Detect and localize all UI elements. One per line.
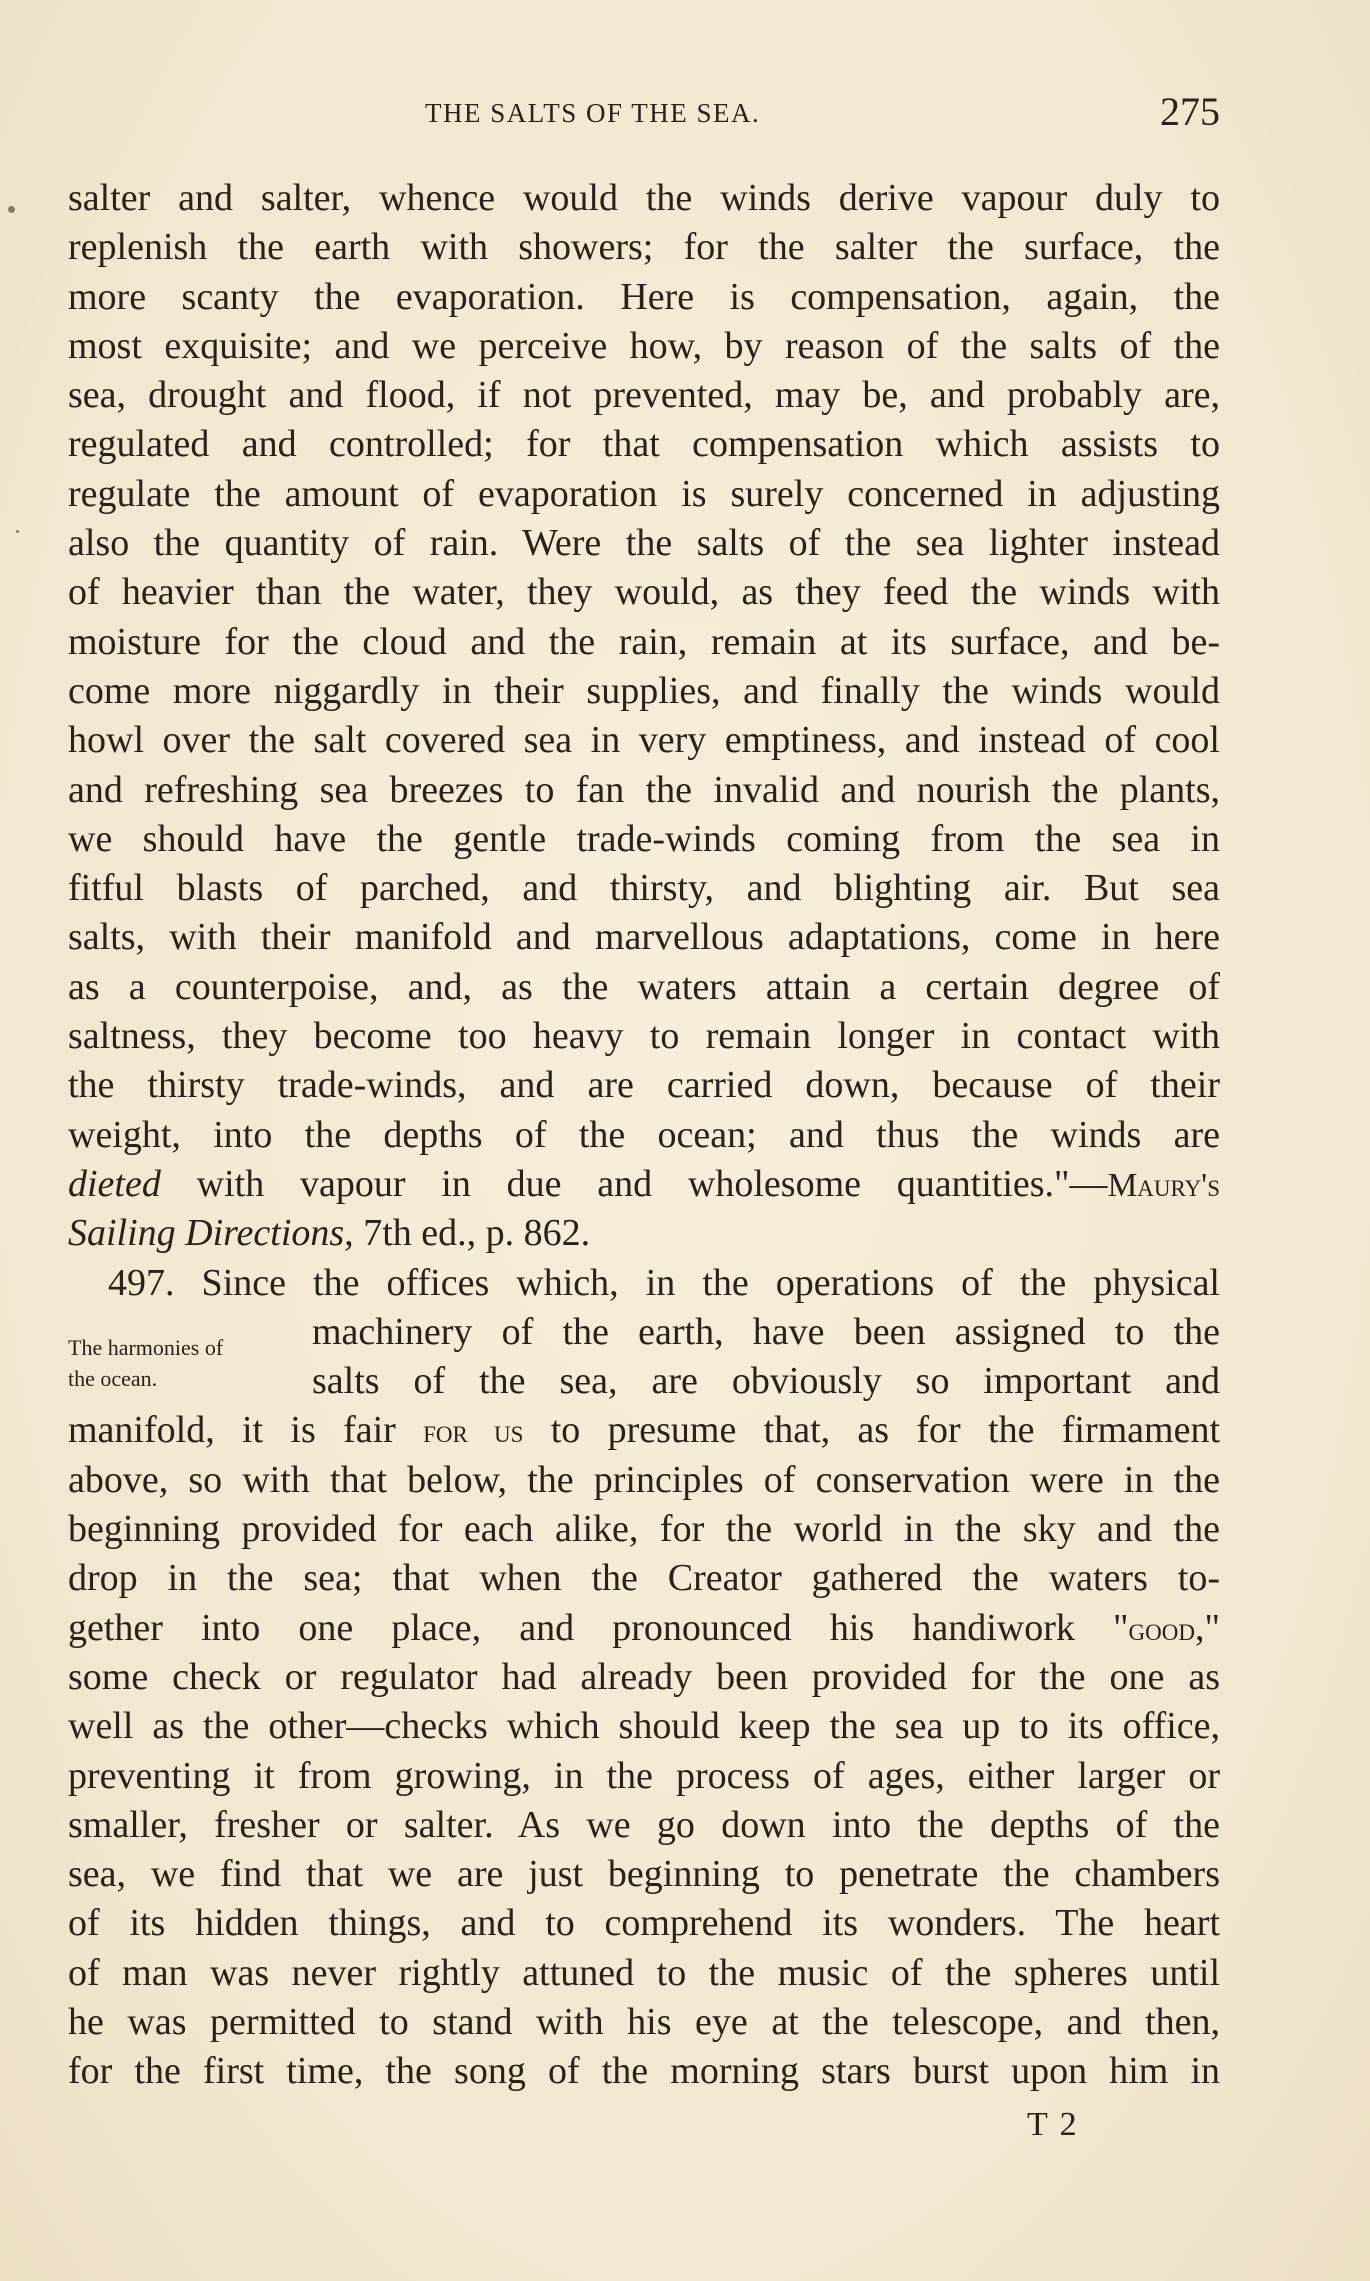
text-line: some check or regulator had already been provided for the one as — [68, 1655, 1220, 1698]
text-line-source — [68, 1209, 1220, 1258]
marginal-note-line: the ocean. — [68, 1366, 158, 1391]
text-line: more scanty the evaporation. Here is compensation, again, the — [68, 275, 1220, 318]
small-caps-text: for us — [423, 1413, 524, 1451]
page-number: 275 — [1160, 89, 1220, 134]
text-line: regulate the amount of evaporation is surely concerned in adjusting — [68, 472, 1220, 515]
text-line: we should have the gentle trade-winds coming from the sea in — [68, 817, 1220, 860]
text-segment: gether into one place, and pronounced his handiwork " — [68, 1606, 1129, 1649]
text-line-citation — [68, 1160, 1220, 1209]
book-title: Sailing Directions, — [68, 1212, 354, 1255]
text-line: replenish the earth with showers; for the salter the surface, the — [68, 226, 1220, 269]
text-line: the thirsty trade-winds, and are carried down, because of their — [68, 1064, 1220, 1107]
paper-speck — [8, 206, 15, 213]
paragraph-497-start: 497. Since the offices which, in the operations of the physical — [108, 1261, 1220, 1304]
text-line: also the quantity of rain. Were the salts of the sea lighter instead — [68, 522, 1220, 565]
text-line: and refreshing sea breezes to fan the invalid and nourish the plants, — [68, 768, 1220, 811]
text-line: of heavier than the water, they would, as they feed the winds with — [68, 571, 1220, 614]
text-line: above, so with that below, the principles of conservation were in the — [68, 1458, 1220, 1501]
text-line: sea, we find that we are just beginning to penetrate the chambers — [68, 1853, 1220, 1896]
text-line: regulated and controlled; for that compensation which assists to — [68, 423, 1220, 466]
text-line: for the first time, the song of the morning stars burst upon him in — [68, 2050, 1220, 2093]
italic-dieted: dieted — [68, 1162, 161, 1205]
signature-mark: T 2 — [1027, 2106, 1079, 2143]
marginal-note — [68, 1332, 223, 1394]
running-head: THE SALTS OF THE SEA. — [425, 98, 761, 128]
text-line: moisture for the cloud and the rain, remain at its surface, and be- — [68, 620, 1220, 663]
text-segment: manifold, it is fair — [68, 1409, 424, 1452]
text-line: machinery of the earth, have been assigned to the — [312, 1310, 1220, 1353]
text-line: salts of the sea, are obviously so important and — [312, 1360, 1220, 1403]
text-line: come more niggardly in their supplies, and finally the winds would — [68, 669, 1220, 712]
marginal-note-line: The harmonies of — [68, 1335, 224, 1360]
edition-text: 7th ed., p. 862. — [353, 1212, 591, 1255]
text-line: beginning provided for each alike, for the world in the sky and the — [68, 1508, 1220, 1551]
text-line — [68, 1604, 1220, 1653]
small-caps-good: good — [1128, 1610, 1195, 1648]
text-segment: to presume that, as for the firmament — [523, 1409, 1220, 1452]
text-line: smaller, fresher or salter. As we go down into the depths of the — [68, 1803, 1220, 1846]
text-line: of its hidden things, and to comprehend its wonders. The heart — [68, 1902, 1220, 1945]
text-line: howl over the salt covered sea in very emptiness, and instead of cool — [68, 719, 1220, 762]
text-line: weight, into the depths of the ocean; and thus the winds are — [68, 1113, 1220, 1156]
text-line: well as the other—checks which should keep the sea up to its office, — [68, 1705, 1220, 1748]
page-header — [70, 88, 1220, 138]
text-line: most exquisite; and we perceive how, by reason of the salts of the — [68, 324, 1220, 367]
paper-speck — [16, 530, 19, 533]
text-line: salter and salter, whence would the winds derive vapour duly to — [68, 177, 1220, 219]
text-line — [68, 1406, 1220, 1455]
text-line: as a counterpoise, and, as the waters attain a certain degree of — [68, 965, 1220, 1008]
text-line: he was permitted to stand with his eye at the telescope, and then, — [68, 2000, 1220, 2043]
text-line: preventing it from growing, in the process of ages, either larger or — [68, 1754, 1220, 1797]
text-segment: ," — [1194, 1606, 1220, 1649]
body-text — [68, 174, 1220, 2097]
citation-text: with vapour in due and wholesome quantities."— — [160, 1162, 1108, 1205]
text-line: drop in the sea; that when the Creator gathered the waters to- — [68, 1557, 1220, 1600]
text-line: of man was never rightly attuned to the music of the spheres until — [68, 1951, 1220, 1994]
text-line: saltness, they become too heavy to remain longer in contact with — [68, 1015, 1220, 1058]
text-line: salts, with their manifold and marvellous adaptations, come in here — [68, 916, 1220, 959]
text-line: sea, drought and flood, if not prevented, may be, and probably are, — [68, 374, 1220, 417]
author-name: Maury's — [1107, 1166, 1220, 1204]
text-line: fitful blasts of parched, and thirsty, and blighting air. But sea — [68, 867, 1220, 910]
